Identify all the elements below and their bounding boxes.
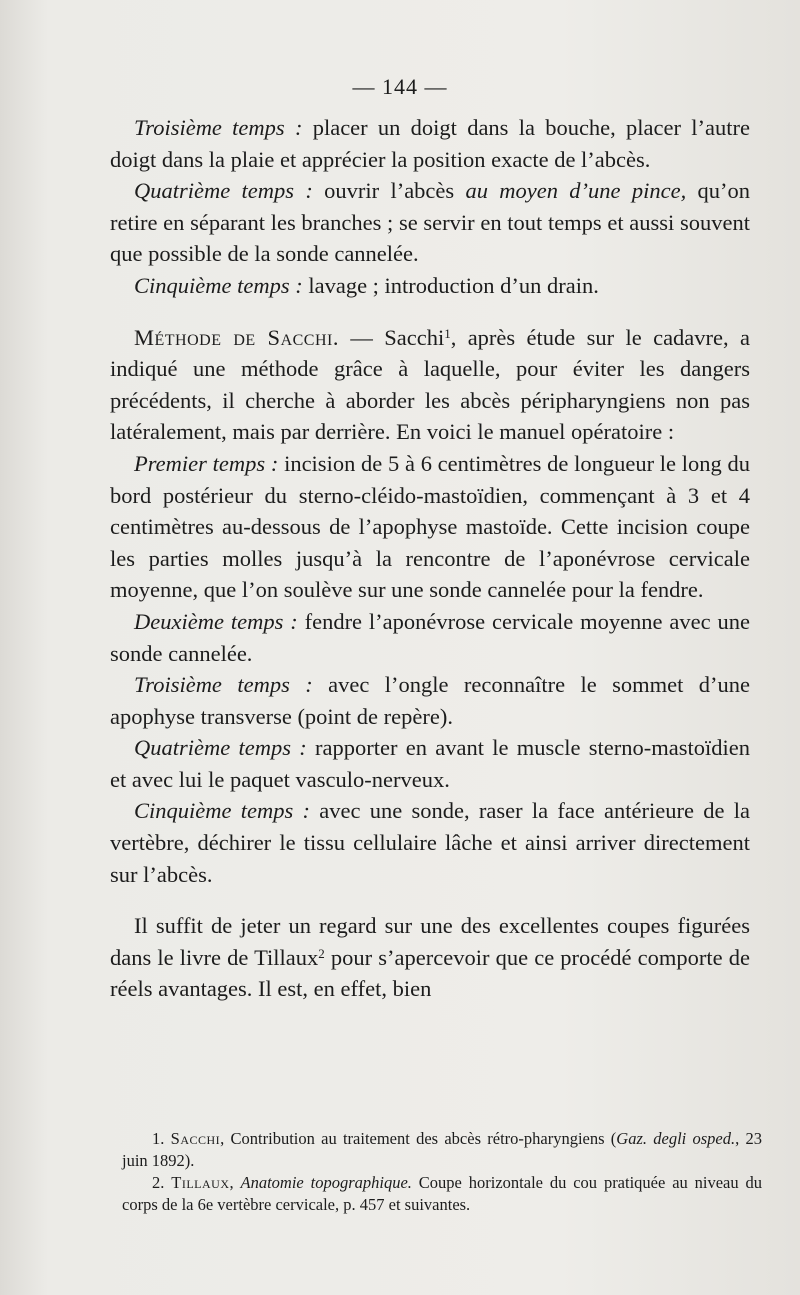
body-text: [110, 112, 750, 1005]
footnote-source: Gaz. degli osped.: [616, 1129, 736, 1148]
step-text: avec une sonde, raser la face antérieure de la vertèbre, déchirer le tissu cellulaire lâche et ainsi arriver directement sur l’abcès.: [110, 798, 750, 887]
paragraph-step-3: [110, 112, 750, 175]
step-text: rapporter en avant le muscle sterno-mastoïdien et avec lui le paquet vasculo-nerveux.: [110, 735, 750, 792]
step-text: fendre l’aponévrose cervicale moyenne avec une sonde cannelée.: [110, 608, 750, 666]
paragraph-premier-temps: [110, 448, 750, 606]
step-label: Quatrième temps :: [134, 735, 307, 761]
paragraph-conclusion: [110, 910, 750, 1005]
footnote-source: Anatomie topographique.: [240, 1173, 412, 1192]
step-text: placer un doigt dans la bouche, placer l’autre doigt dans la plaie et apprécier la position exacte de l’abcès.: [110, 115, 750, 172]
footnotes: [122, 1128, 762, 1216]
footnote-1: [122, 1128, 762, 1172]
step-text-start: ouvrir l’abcès: [312, 178, 466, 204]
footnote-ref: 2: [318, 945, 325, 961]
step-text-italic: au moyen d’une pince,: [465, 178, 687, 204]
paragraph-deuxieme-temps: [110, 606, 750, 669]
footnote-2: [122, 1172, 762, 1216]
paragraph-text-start: Il suffit de jeter un regard sur une des excellentes coupes figurées dans le livre de Tillaux: [110, 913, 750, 970]
paragraph-step-4: [110, 175, 750, 270]
step-label: Cinquième temps :: [134, 798, 310, 824]
footnote-author: Tillaux: [171, 1173, 230, 1192]
footnote-number: 1.: [152, 1129, 165, 1148]
step-label: Deuxième temps :: [134, 608, 298, 634]
paragraph-sacchi-method: [110, 322, 750, 448]
step-label: Troisième temps :: [134, 672, 313, 698]
paragraph-step-5: [110, 270, 750, 302]
step-label: Troisième temps :: [134, 115, 303, 140]
step-text: lavage ; introduction d’un drain.: [302, 272, 599, 298]
page-number: — 144 —: [352, 74, 448, 99]
paragraph-quatrieme-temps: [110, 732, 750, 795]
step-text: incision de 5 à 6 centimètres de longueur le long du bord postérieur du sterno-cléido-mastoïdien, commençant à 3 et 4 centimètres au-dessous de l’apophyse mastoïde. Cette incision coupe les parties molles jusqu’à la rencontre de l’aponévrose cervicale moyenne, que l’on soulève sur une sonde cannelée pour la fendre.: [110, 450, 750, 603]
step-text: qu’on retire en séparant les branches ; se servir en tout temps et aussi souvent que possible de la sonde cannelée.: [110, 178, 751, 267]
paragraph-text: , après étude sur le cadavre, a indiqué une méthode grâce à laquelle, pour éviter les dangers précédents, il cherche à aborder les abcès péripharyngiens non pas latéralement, mais par derrière. En voici le manuel opératoire :: [110, 324, 751, 445]
footnote-number: 2.: [152, 1173, 165, 1192]
footnote-ref: 1: [444, 325, 451, 341]
footnote-text-end: , 23 juin 1892).: [122, 1129, 763, 1170]
section-heading: Méthode de Sacchi.: [134, 324, 339, 350]
paragraph-text-start: — Sacchi: [338, 324, 445, 350]
step-label: Premier temps :: [134, 450, 279, 476]
step-label: Quatrième temps :: [134, 178, 313, 204]
paragraph-cinquieme-temps: [110, 795, 750, 890]
footnote-text-end: Coupe horizontale du cou pratiquée au niveau du corps de la 6e vertèbre cervicale, p. 457 et suivantes.: [122, 1173, 763, 1214]
paragraph-text: pour s’apercevoir que ce procédé comporte de réels avantages. Il est, en effet, bien: [110, 944, 750, 1002]
footnote-author: Sacchi: [170, 1129, 221, 1148]
paragraph-troisieme-temps: [110, 669, 750, 732]
step-label: Cinquième temps :: [134, 272, 303, 298]
step-text: avec l’ongle reconnaître le sommet d’une apophyse transverse (point de repère).: [110, 672, 750, 729]
footnote-text: , Contribution au traitement des abcès rétro-pharyngiens (: [220, 1129, 617, 1148]
footnote-text: ,: [229, 1173, 241, 1192]
